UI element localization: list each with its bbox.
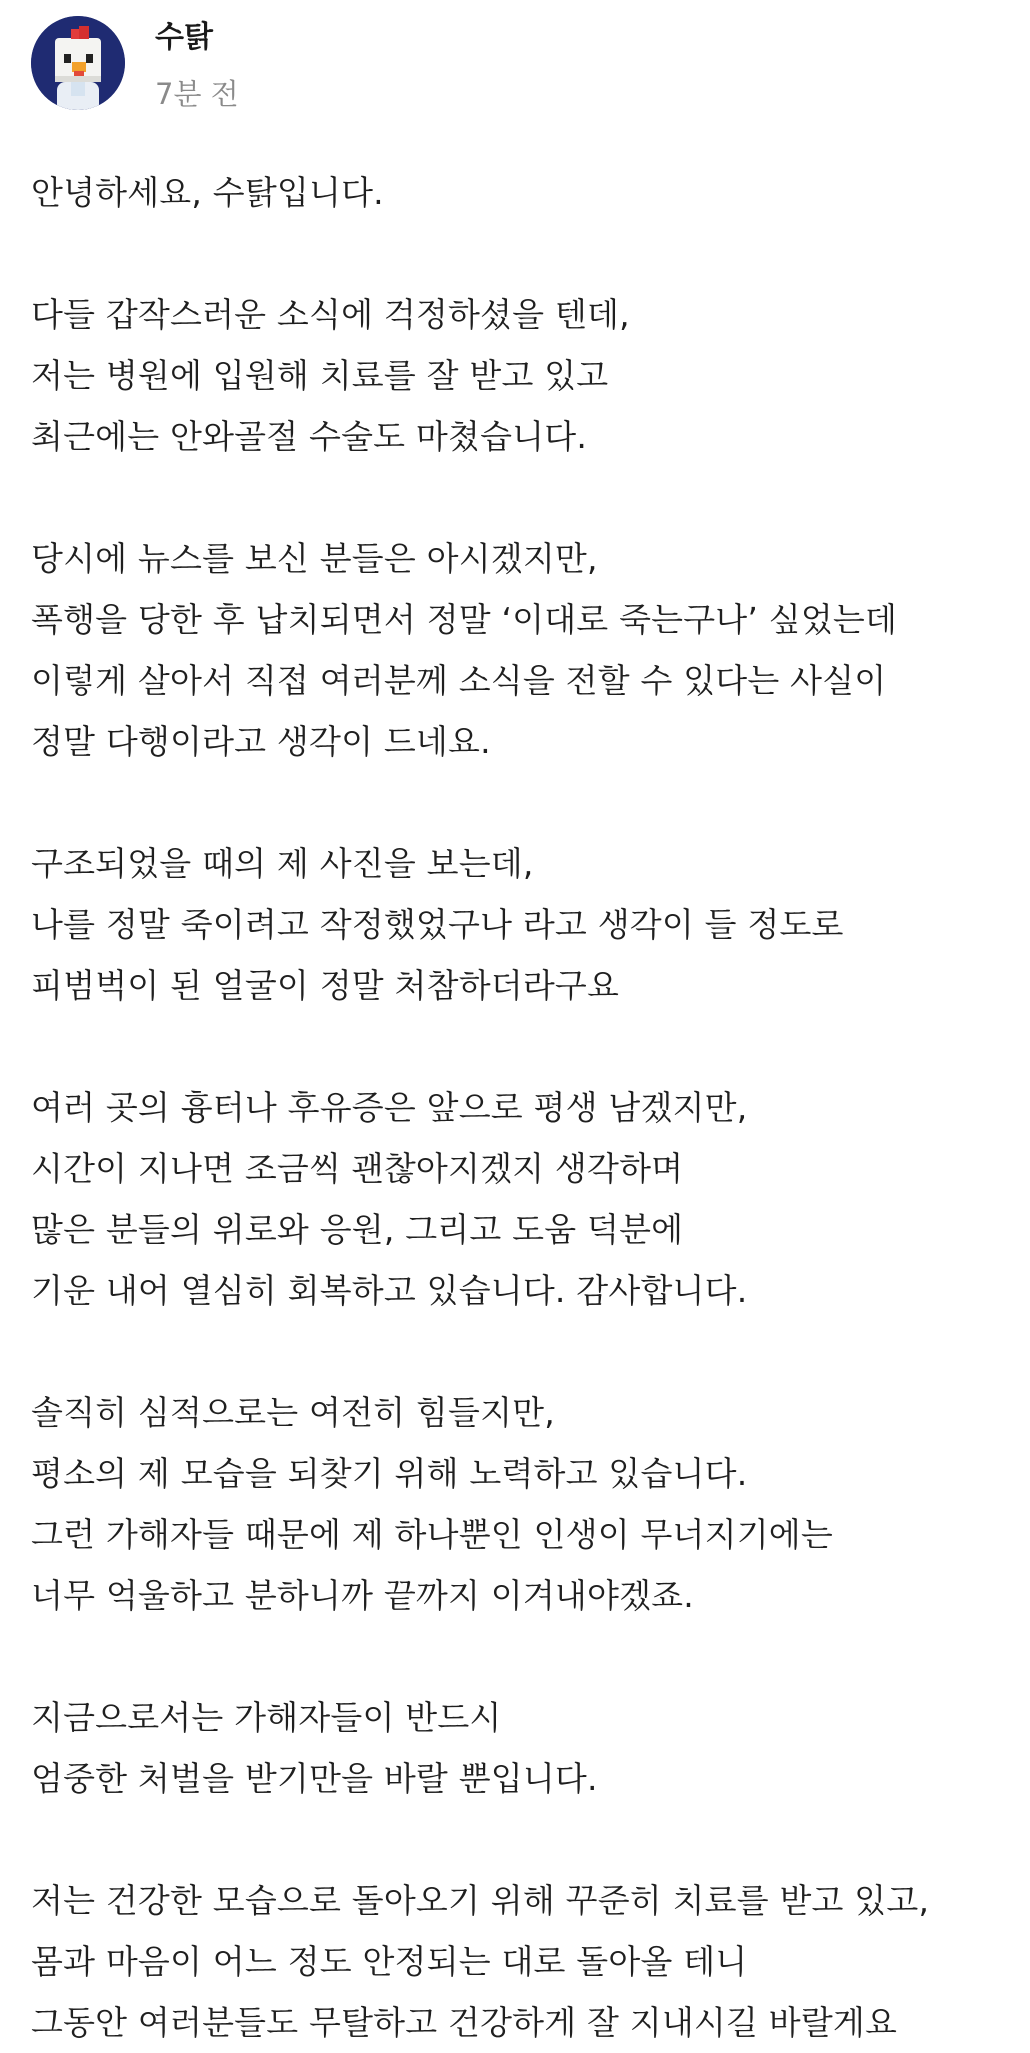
- post-text-line: 안녕하세요, 수탉입니다.: [31, 173, 384, 212]
- post-text-line: 당시에 뉴스를 보신 분들은 아시겠지만,: [31, 539, 598, 578]
- post-text-line: 너무 억울하고 분하니까 끝까지 이겨내야겠죠.: [31, 1576, 694, 1615]
- post-body: [31, 162, 1021, 2053]
- post-text-line: 솔직히 심적으로는 여전히 힘들지만,: [31, 1393, 555, 1432]
- post-text-line: 엄중한 처벌을 받기만을 바랄 뿐입니다.: [31, 1759, 598, 1798]
- post-text-line: 이렇게 살아서 직접 여러분께 소식을 전할 수 있다는 사실이: [31, 661, 887, 700]
- chicken-character-icon: [31, 16, 125, 110]
- post-text-line: 그런 가해자들 때문에 제 하나뿐인 인생이 무너지기에는: [31, 1515, 833, 1554]
- paragraph-break: [31, 1016, 1021, 1077]
- post-header: [31, 16, 239, 112]
- post-text-line: 최근에는 안와골절 수술도 마쳤습니다.: [31, 417, 588, 456]
- paragraph-break: [31, 772, 1021, 833]
- post-text-line: 피범벅이 된 얼굴이 정말 처참하더라구요: [31, 966, 620, 1005]
- post-text-line: 다들 갑작스러운 소식에 걱정하셨을 텐데,: [31, 295, 630, 334]
- post-text-line: 많은 분들의 위로와 응원, 그리고 도움 덕분에: [31, 1210, 684, 1249]
- paragraph-break: [31, 1626, 1021, 1687]
- post-text-line: 폭행을 당한 후 납치되면서 정말 ‘이대로 죽는구나’ 싶었는데: [31, 600, 898, 639]
- post-text-line: 나를 정말 죽이려고 작정했었구나 라고 생각이 들 정도로: [31, 905, 844, 944]
- post-text-line: 구조되었을 때의 제 사진을 보는데,: [31, 844, 534, 883]
- author-name[interactable]: 수탉: [155, 20, 213, 55]
- post-text-line: 정말 다행이라고 생각이 드네요.: [31, 722, 491, 761]
- post-text-line: 시간이 지나면 조금씩 괜찮아지겠지 생각하며: [31, 1149, 684, 1188]
- post-text-line: 저는 건강한 모습으로 돌아오기 위해 꾸준히 치료를 받고 있고,: [31, 1881, 930, 1920]
- post-text-line: 지금으로서는 가해자들이 반드시: [31, 1698, 502, 1737]
- paragraph-break: [31, 467, 1021, 528]
- post-text-line: 기운 내어 열심히 회복하고 있습니다. 감사합니다.: [31, 1271, 748, 1310]
- post-text-line: 평소의 제 모습을 되찾기 위해 노력하고 있습니다.: [31, 1454, 748, 1493]
- post-text-line: 몸과 마음이 어느 정도 안정되는 대로 돌아올 테니: [31, 1942, 748, 1981]
- post-text-line: 그동안 여러분들도 무탈하고 건강하게 잘 지내시길 바랄게요: [31, 2003, 898, 2042]
- post-text-line: 여러 곳의 흉터나 후유증은 앞으로 평생 남겠지만,: [31, 1088, 748, 1127]
- post-timestamp: 7분 전: [155, 77, 239, 111]
- avatar[interactable]: [31, 16, 125, 110]
- paragraph-break: [31, 223, 1021, 284]
- author-block: [155, 18, 239, 112]
- paragraph-break: [31, 1809, 1021, 1870]
- paragraph-break: [31, 1321, 1021, 1382]
- post-text-line: 저는 병원에 입원해 치료를 잘 받고 있고: [31, 356, 609, 395]
